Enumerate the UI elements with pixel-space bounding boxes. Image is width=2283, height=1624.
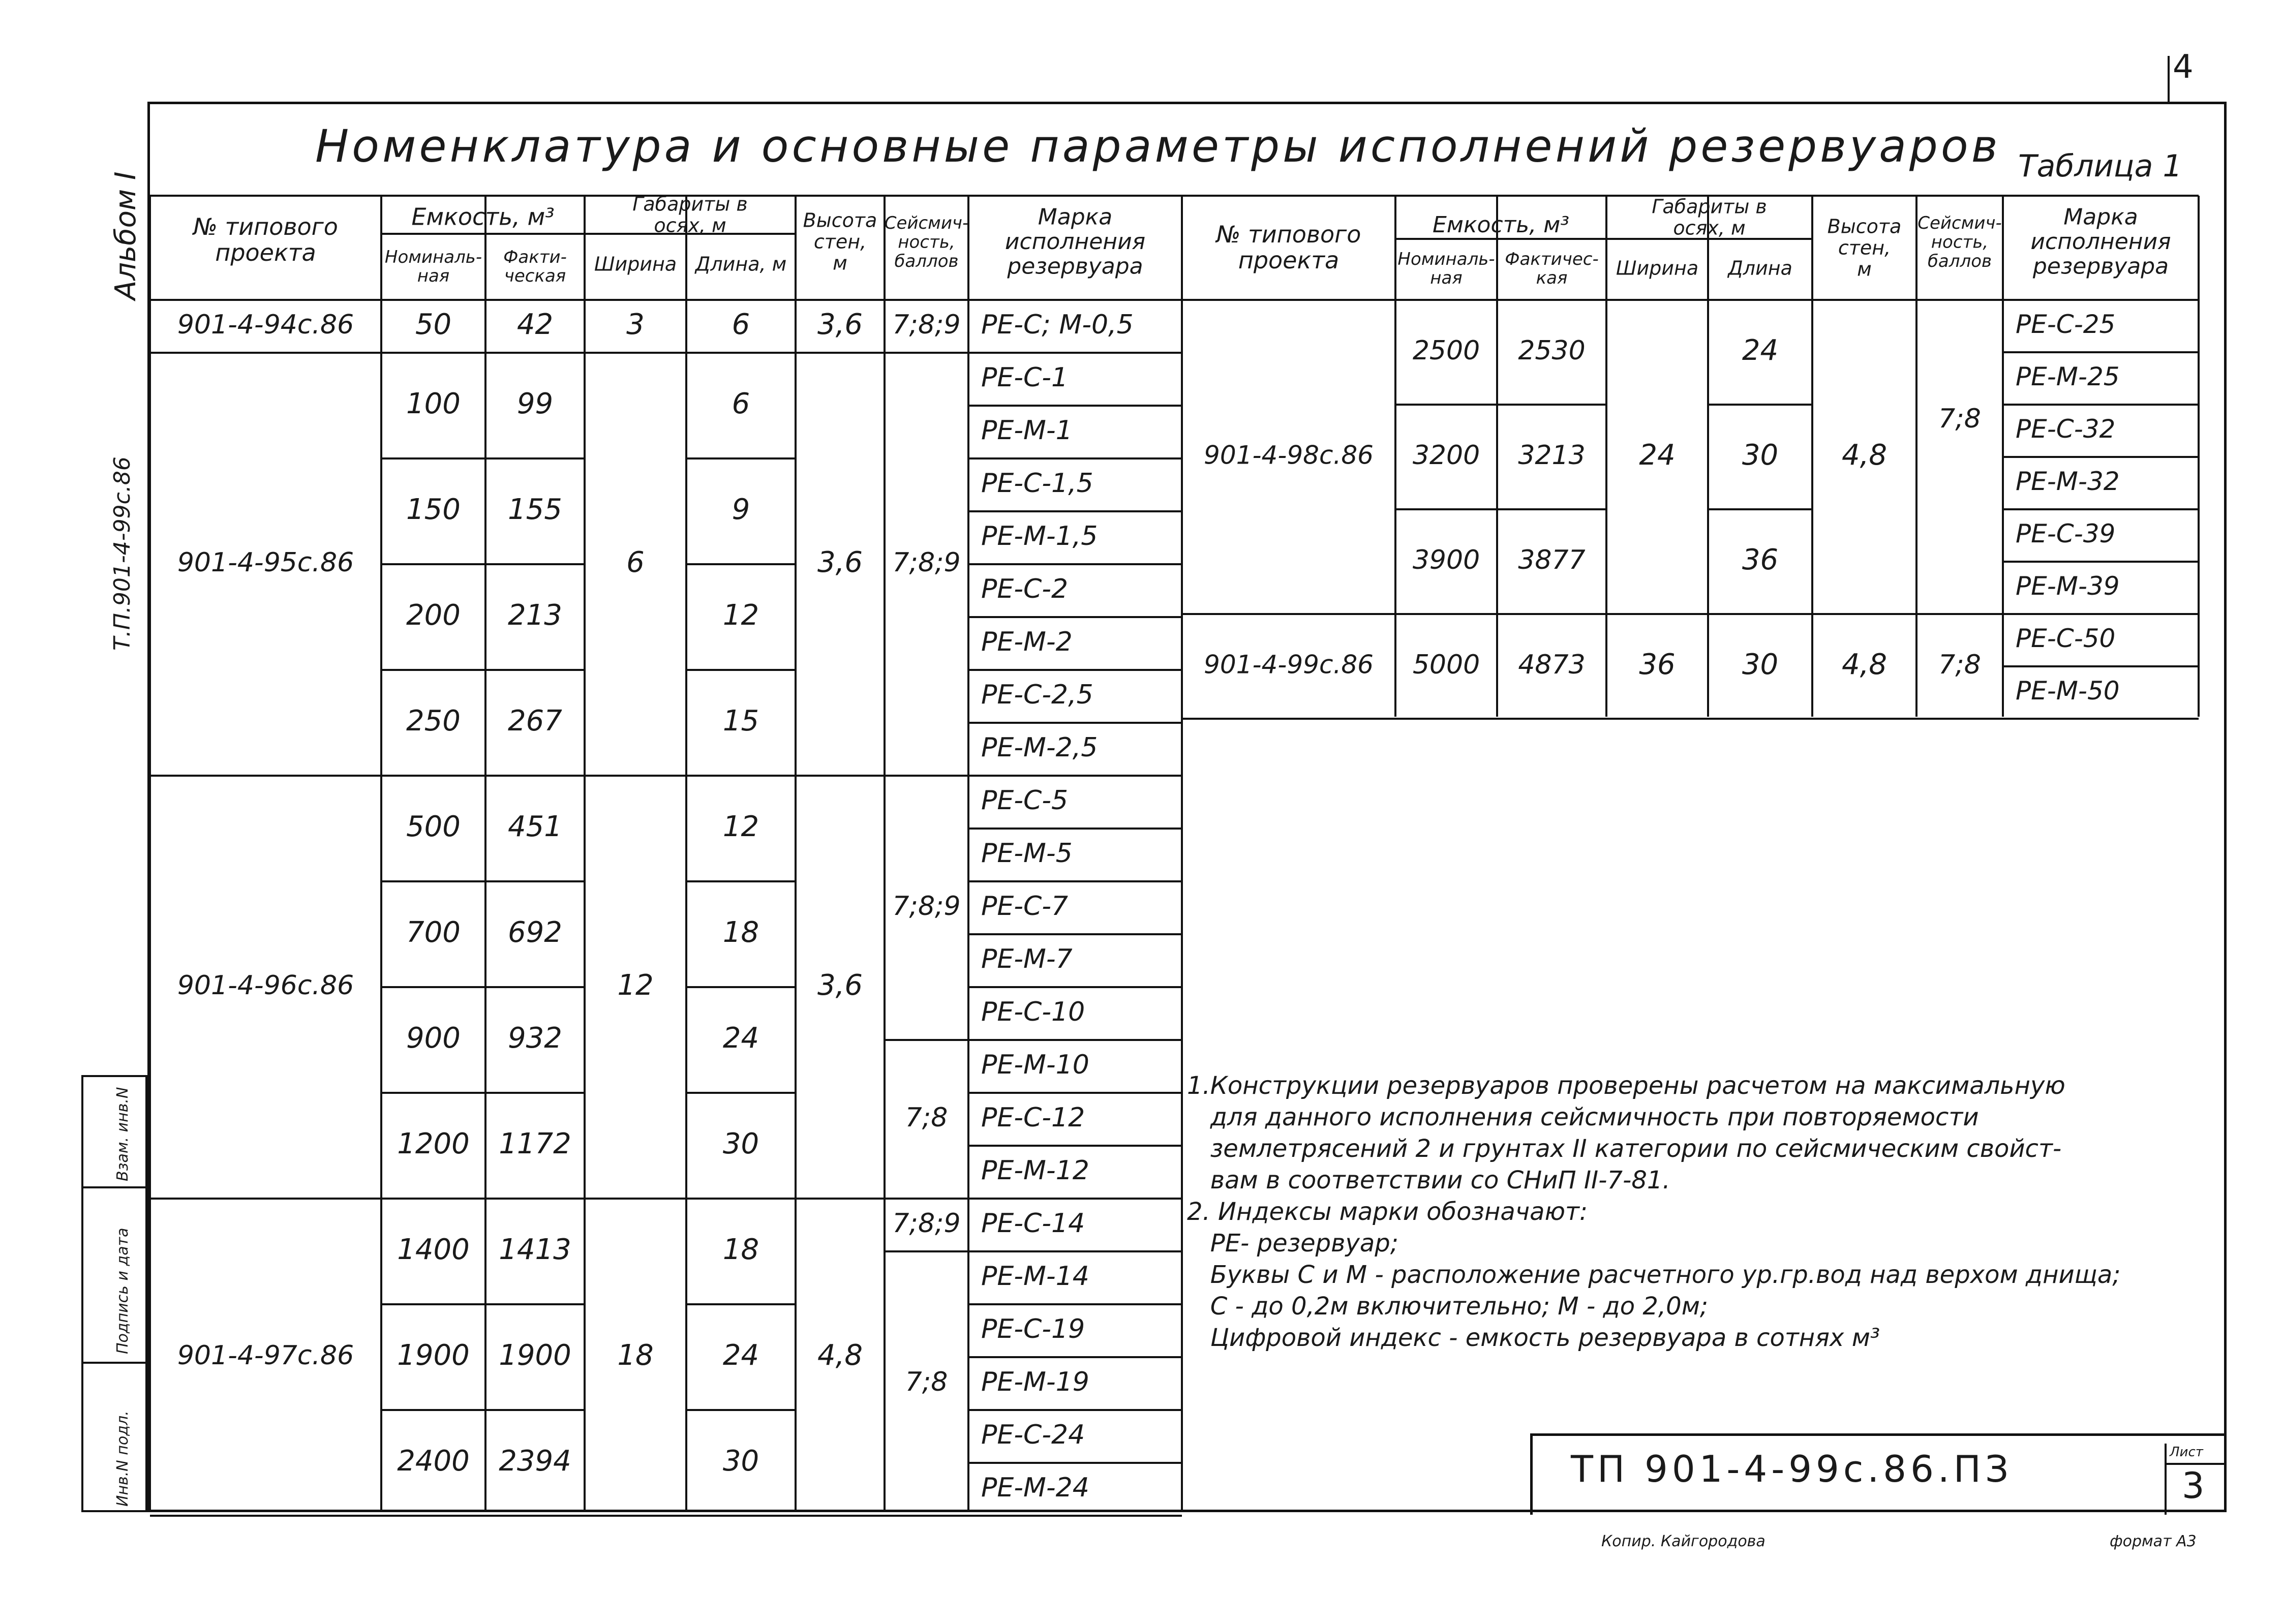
mark-cell: РЕ-М-24 (981, 1473, 1089, 1503)
header-mark: исполнения (1004, 229, 1146, 255)
nominal-cell: 200 (406, 599, 461, 632)
header-actual: ческая (504, 266, 566, 287)
width-cell: 3 (626, 308, 645, 342)
mark-cell: РЕ-М-12 (981, 1155, 1089, 1186)
header-height: стен, (1838, 236, 1891, 259)
mark-cell: РЕ-М-10 (981, 1050, 1089, 1080)
mark-cell: РЕ-М-1,5 (981, 521, 1098, 551)
nominal-cell: 3900 (1412, 545, 1480, 575)
page-title: Номенклатура и основные параметры исполнений резервуаров (315, 120, 2001, 172)
length-cell: 12 (722, 810, 759, 844)
notes-block (1187, 1070, 2229, 1354)
header-seismic: Сейсмич- (884, 213, 969, 234)
seismic-cell: 7;8 (1938, 650, 1981, 680)
length-cell: 15 (722, 704, 759, 738)
nominal-cell: 50 (415, 308, 452, 342)
seismic-cell: 7;8;9 (892, 310, 961, 340)
header-actual: кая (1536, 268, 1568, 289)
mark-cell: РЕ-М-32 (2016, 467, 2120, 496)
mark-cell: РЕ-М-2,5 (981, 732, 1098, 763)
header-nominal: Номиналь- (1397, 249, 1495, 269)
length-cell: 36 (1742, 543, 1779, 577)
header-project: проекта (1238, 246, 1340, 274)
actual-cell: 1172 (499, 1127, 571, 1161)
header-height: м (833, 252, 847, 274)
nominal-cell: 100 (406, 387, 461, 421)
mark-cell: РЕ-С-14 (981, 1208, 1085, 1239)
actual-cell: 1413 (499, 1233, 571, 1267)
header-mark: исполнения (2030, 229, 2171, 255)
copied-by: Копир. Кайгородова (1601, 1533, 1765, 1550)
mark-cell: РЕ-С-10 (981, 997, 1085, 1027)
header-mark: резервуара (2032, 253, 2169, 280)
note-line: С - до 0,2м включительно; М - до 2,0м; (1187, 1292, 1709, 1321)
project-cell: 901-4-97с.86 (177, 1340, 354, 1371)
header-seismic: баллов (1927, 251, 1992, 271)
note-line: РЕ- резервуар; (1187, 1229, 1398, 1258)
length-cell: 24 (722, 1339, 759, 1372)
header-width: Ширина (1616, 257, 1699, 280)
stamp-swap-inv: Взам. инв.N (114, 1087, 132, 1181)
seismic-cell: 7;8 (905, 1367, 948, 1397)
length-cell: 9 (732, 493, 750, 527)
actual-cell: 692 (508, 916, 562, 949)
note-line: 1.Конструкции резервуаров проверены расчетом на максимальную (1187, 1071, 2065, 1100)
mark-cell: РЕ-С-2 (981, 574, 1069, 604)
mark-cell: РЕ-С-32 (2016, 414, 2116, 444)
length-cell: 18 (722, 916, 759, 949)
nominal-cell: 1900 (397, 1339, 470, 1372)
mark-cell: РЕ-С-2,5 (981, 680, 1093, 710)
header-height: м (1857, 258, 1872, 281)
height-cell: 4,8 (1841, 439, 1888, 472)
side-project-code: Т.П.901-4-99с.86 (109, 456, 135, 651)
header-height: Высота (1827, 215, 1902, 238)
height-cell: 3,6 (817, 308, 863, 342)
seismic-cell: 7;8;9 (892, 547, 961, 578)
mark-cell: РЕ-С-19 (981, 1314, 1085, 1344)
note-line: землетрясений 2 и грунтах II категории по сейсмическим свойст- (1187, 1135, 2062, 1163)
mark-cell: РЕ-С-24 (981, 1420, 1085, 1450)
mark-cell: РЕ-М-25 (2016, 362, 2120, 391)
mark-cell: РЕ-С-1,5 (981, 468, 1093, 499)
actual-cell: 267 (508, 704, 562, 738)
header-seismic: ность, (898, 232, 955, 253)
format-label: формат А3 (2110, 1533, 2197, 1550)
header-dims: осях, м (1673, 217, 1746, 239)
nominal-cell: 500 (406, 810, 461, 844)
actual-cell: 2530 (1518, 335, 1586, 366)
document-code: ТП 901-4-99с.86.ПЗ (1571, 1448, 2013, 1490)
note-line: для данного исполнения сейсмичность при повторяемости (1187, 1103, 1979, 1131)
header-mark: Марка (1038, 204, 1113, 230)
note-line: 2. Индексы марки обозначают: (1187, 1198, 1588, 1226)
length-cell: 12 (722, 599, 759, 632)
mark-cell: РЕ-М-1 (981, 415, 1073, 446)
mark-cell: РЕ-С-50 (2016, 624, 2116, 653)
header-height: стен, (813, 230, 867, 253)
actual-cell: 2394 (499, 1445, 571, 1478)
mark-cell: РЕ-С; М-0,5 (981, 310, 1134, 340)
project-cell: 901-4-94с.86 (177, 310, 354, 340)
nominal-cell: 1400 (397, 1233, 470, 1267)
actual-cell: 3877 (1518, 545, 1586, 575)
actual-cell: 3213 (1518, 440, 1586, 471)
length-cell: 30 (722, 1127, 759, 1161)
project-cell: 901-4-96с.86 (177, 970, 354, 1001)
nominal-cell: 1200 (397, 1127, 470, 1161)
height-cell: 3,6 (817, 546, 863, 579)
mark-cell: РЕ-М-39 (2016, 571, 2120, 601)
header-nominal: ная (417, 266, 450, 287)
actual-cell: 99 (516, 387, 554, 421)
actual-cell: 932 (508, 1022, 562, 1055)
seismic-cell: 7;8 (905, 1102, 948, 1133)
seismic-cell: 7;8;9 (892, 1208, 961, 1239)
header-project: № типового (193, 213, 338, 241)
length-cell: 30 (1742, 648, 1779, 682)
mark-cell: РЕ-М-19 (981, 1367, 1089, 1397)
nominal-cell: 3200 (1412, 440, 1480, 471)
nominal-cell: 250 (406, 704, 461, 738)
length-cell: 30 (722, 1445, 759, 1478)
actual-cell: 4873 (1518, 650, 1586, 680)
mark-cell: РЕ-М-14 (981, 1261, 1089, 1292)
table-label: Таблица 1 (2018, 148, 2182, 184)
mark-cell: РЕ-М-5 (981, 838, 1073, 869)
header-nominal: Номиналь- (384, 247, 482, 267)
mark-cell: РЕ-С-7 (981, 891, 1069, 922)
mark-cell: РЕ-С-25 (2016, 310, 2116, 339)
actual-cell: 451 (508, 810, 562, 844)
header-seismic: баллов (894, 251, 959, 271)
width-cell: 24 (1639, 439, 1676, 472)
nominal-cell: 700 (406, 916, 461, 949)
header-dims: осях, м (654, 214, 726, 237)
length-cell: 30 (1742, 439, 1779, 472)
header-mark: Марка (2063, 204, 2138, 230)
width-cell: 6 (626, 546, 645, 579)
header-length: Длина, м (695, 253, 787, 275)
length-cell: 6 (732, 308, 750, 342)
mark-cell: РЕ-М-2 (981, 627, 1073, 657)
album-label: Альбом I (109, 171, 142, 300)
header-capacity: Емкость, м³ (1432, 212, 1570, 238)
mark-cell: РЕ-С-5 (981, 785, 1069, 816)
project-cell: 901-4-99с.86 (1204, 650, 1374, 680)
mark-cell: РЕ-С-12 (981, 1102, 1085, 1133)
page-number: 4 (2173, 48, 2194, 86)
seismic-cell: 7;8;9 (892, 891, 961, 922)
nominal-cell: 2400 (397, 1445, 470, 1478)
header-seismic: Сейсмич- (1917, 213, 2002, 234)
width-cell: 12 (617, 969, 654, 1002)
header-length: Длина (1728, 257, 1792, 280)
header-project: № типового (1216, 221, 1361, 249)
actual-cell: 155 (508, 493, 562, 527)
length-cell: 24 (722, 1022, 759, 1055)
note-line: Цифровой индекс - емкость резервуара в сотнях м³ (1187, 1324, 1880, 1352)
height-cell: 4,8 (1841, 648, 1888, 682)
nominal-cell: 150 (406, 493, 461, 527)
mark-cell: РЕ-С-39 (2016, 519, 2116, 548)
nominal-cell: 900 (406, 1022, 461, 1055)
height-cell: 3,6 (817, 969, 863, 1002)
length-cell: 24 (1742, 334, 1779, 367)
project-cell: 901-4-98с.86 (1204, 440, 1374, 470)
seismic-cell: 7;8 (1938, 403, 1981, 434)
header-width: Ширина (594, 253, 677, 275)
stamp-inv-orig: Инв.N подл. (114, 1411, 132, 1507)
mark-cell: РЕ-С-1 (981, 362, 1069, 393)
length-cell: 18 (722, 1233, 759, 1267)
sheet-label: Лист (2170, 1445, 2203, 1460)
mark-cell: РЕ-М-50 (2016, 676, 2120, 706)
header-project: проекта (215, 238, 316, 266)
length-cell: 6 (732, 387, 750, 421)
header-actual: Факти- (503, 247, 567, 267)
sheet-number: 3 (2182, 1465, 2205, 1507)
header-actual: Фактичес- (1505, 249, 1599, 269)
project-cell: 901-4-95с.86 (177, 547, 354, 578)
note-line: Буквы С и М - расположение расчетного ур.гр.вод над верхом днища; (1187, 1261, 2121, 1289)
stamp-sign-date: Подпись и дата (114, 1228, 132, 1354)
nominal-cell: 2500 (1412, 335, 1480, 366)
header-dims: Габариты в (1652, 195, 1767, 218)
actual-cell: 42 (516, 308, 554, 342)
width-cell: 36 (1639, 648, 1676, 682)
mark-cell: РЕ-М-7 (981, 944, 1073, 974)
nominal-cell: 5000 (1412, 650, 1480, 680)
height-cell: 4,8 (817, 1339, 863, 1372)
actual-cell: 1900 (499, 1339, 571, 1372)
header-mark: резервуара (1007, 253, 1143, 280)
header-nominal: ная (1430, 268, 1463, 289)
header-dims: Габариты в (632, 193, 748, 216)
header-capacity: Емкость, м³ (411, 203, 555, 231)
header-seismic: ность, (1931, 232, 1989, 253)
note-line: вам в соответствии со СНиП II-7-81. (1187, 1166, 1670, 1194)
header-height: Высота (803, 209, 877, 232)
actual-cell: 213 (508, 599, 562, 632)
width-cell: 18 (617, 1339, 654, 1372)
